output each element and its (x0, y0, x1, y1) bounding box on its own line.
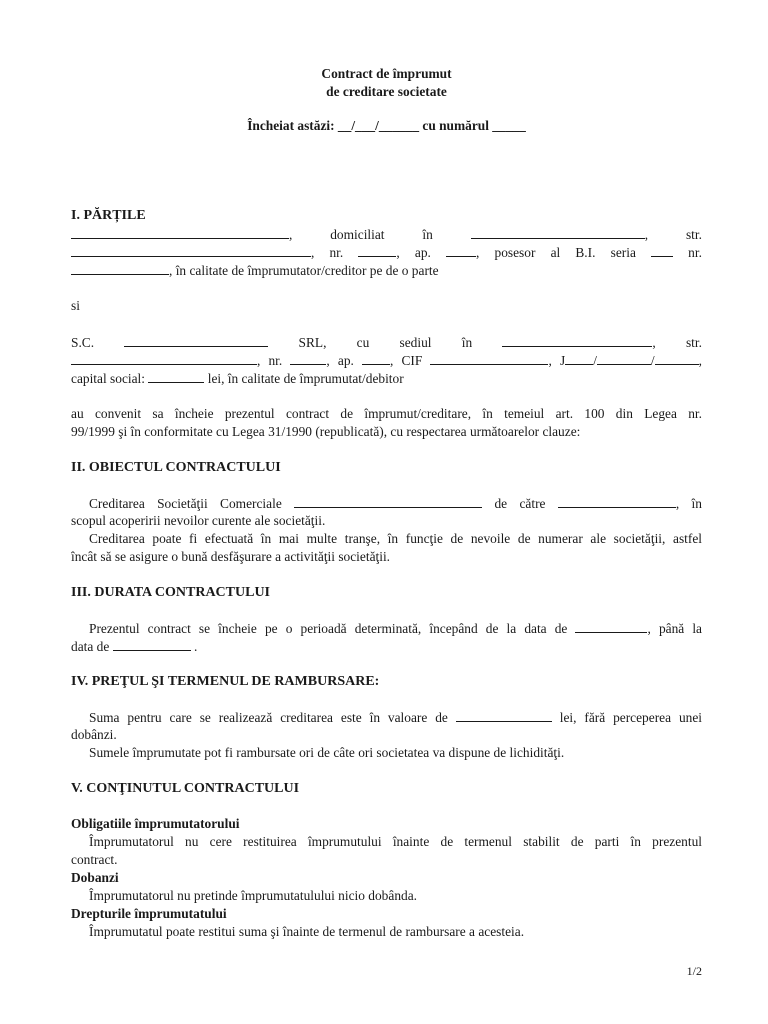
apartment-blank[interactable] (446, 243, 476, 257)
interest-text: Împrumutatorul nu pretinde împrumutatulului nicio dobânda. (89, 888, 418, 903)
section-heading-duration: III. DURATA CONTRACTULUI (71, 585, 271, 600)
section-heading-price: IV. PREŢUL ŞI TERMENUL DE RAMBURSARE: (71, 674, 380, 689)
section-heading-parties: I. PĂRȚILE (71, 208, 146, 223)
lender-obligations-line-1: Împrumutatorul nu cere restituirea împrumutului înainte de termenul stabilit de parti în prezentul (89, 834, 702, 849)
lender-obligations-line-2: contract. (71, 852, 118, 867)
j-county-blank[interactable] (565, 351, 593, 365)
company-number-blank[interactable] (290, 351, 326, 365)
object-line-1: Creditarea Societăţii Comerciale de către , în (89, 496, 702, 511)
company-line-1: S.C. SRL, cu sediul în , str. (71, 335, 702, 350)
start-date-blank[interactable] (575, 619, 647, 633)
contract-page (71, 0, 702, 1024)
object-line-3: Creditarea poate fi efectuată în mai multe tranşe, în funcţie de nevoile de numerar ale societăţii, astfel (89, 531, 702, 546)
company-street-blank[interactable] (71, 351, 257, 365)
parties-and: si (71, 298, 80, 313)
object-line-2: scopul acoperirii nevoilor curente ale societăţii. (71, 513, 326, 528)
section-heading-object: II. OBIECTUL CONTRACTULUI (71, 460, 281, 475)
amount-blank[interactable] (456, 708, 552, 722)
parties-line-1: , domiciliat în , str. (71, 225, 702, 243)
company-line-2: , nr. , ap. , CIF , J / / , (71, 351, 702, 369)
content-paragraph (71, 815, 702, 941)
company-blank[interactable] (294, 494, 482, 508)
agreement-line-2: 99/1999 şi în conformitate cu Legea 31/1990 (republicată), cu respectarea următoarelor clauze: (71, 424, 581, 439)
street-blank[interactable] (71, 243, 311, 257)
price-line-3: Sumele împrumutate pot fi rambursate ori de câte ori societatea va dispune de lichidităţi. (89, 745, 565, 760)
agreement-line-1: au convenit sa încheie prezentul contract de împrumut/creditare, în temeiul art. 100 din Legea nr. (71, 406, 702, 421)
share-capital-blank[interactable] (148, 369, 204, 383)
price-line-2: dobânzi. (71, 727, 117, 742)
section-heading-content: V. CONŢINUTUL CONTRACTULUI (71, 781, 300, 796)
subheading-borrower-rights: Drepturile împrumutatului (71, 906, 227, 921)
cif-blank[interactable] (430, 351, 548, 365)
title-line-1: Contract de împrumut (321, 66, 452, 81)
domicile-blank[interactable] (471, 225, 645, 239)
object-paragraph (71, 494, 702, 566)
parties-company-block (71, 333, 702, 387)
duration-line-1: Prezentul contract se încheie pe o perioadă determinată, începând de la data de , până la (89, 621, 702, 636)
price-paragraph (71, 708, 702, 762)
parties-line-3: , în calitate de împrumutator/creditor pe de o parte (71, 261, 702, 279)
duration-paragraph (71, 619, 702, 655)
creditor-blank[interactable] (558, 494, 676, 508)
creditor-name-blank[interactable] (71, 225, 289, 239)
object-line-4: încât să se asigure o bună desfăşurare a activităţii societăţii. (71, 549, 391, 564)
duration-line-2: data de . (71, 639, 198, 654)
id-series-blank[interactable] (651, 243, 673, 257)
parties-creditor-block (71, 225, 702, 279)
title-date-line: Încheiat astăzi: __/___/______ cu numărul _____ (247, 118, 526, 133)
number-blank[interactable] (358, 243, 396, 257)
company-seat-blank[interactable] (502, 333, 652, 347)
end-date-blank[interactable] (113, 637, 191, 651)
company-apartment-blank[interactable] (362, 351, 390, 365)
price-line-1: Suma pentru care se realizează creditarea este în valoare de lei, fără perceperea unei (89, 710, 702, 725)
company-name-blank[interactable] (124, 333, 268, 347)
id-number-blank[interactable] (71, 261, 169, 275)
j-year-blank[interactable] (655, 351, 699, 365)
parties-line-2: , nr. , ap. , posesor al B.I. seria nr. (71, 243, 702, 261)
company-line-3: capital social: lei, în calitate de împrumutat/debitor (71, 371, 404, 386)
title-line-2: de creditare societate (326, 84, 447, 99)
borrower-rights-text: Împrumutatul poate restitui suma şi înainte de termenul de rambursare a acesteia. (89, 924, 525, 939)
page-number: 1/2 (686, 964, 702, 978)
j-number-blank[interactable] (597, 351, 651, 365)
subheading-lender-obligations: Obligatiile împrumutatorului (71, 816, 240, 831)
agreement-paragraph (71, 405, 702, 441)
subheading-interest: Dobanzi (71, 870, 119, 885)
